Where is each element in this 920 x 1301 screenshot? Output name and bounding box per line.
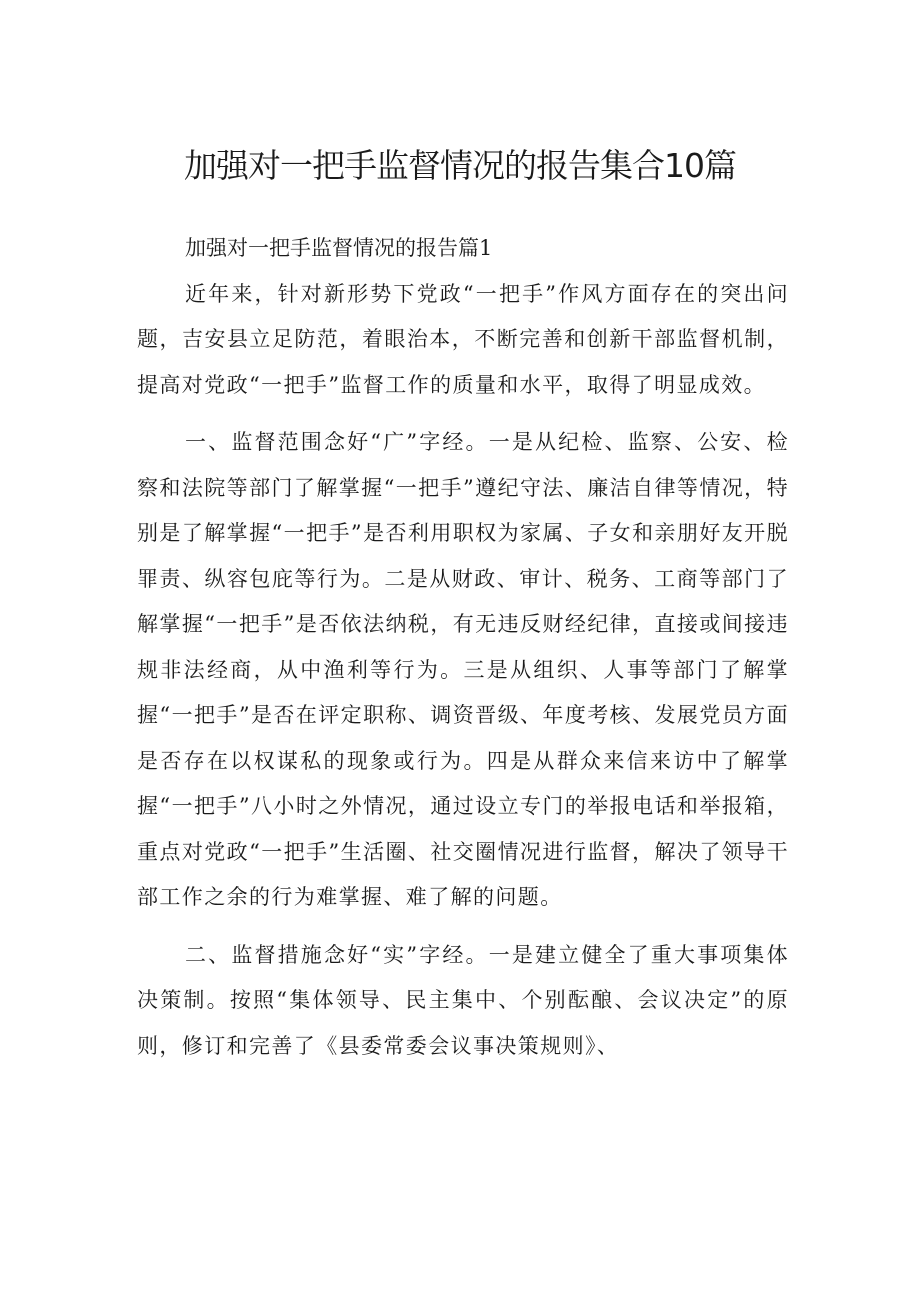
paragraph-intro: 近年来，针对新形势下党政“一把手”作风方面存在的突出问题，吉安县立足防范，着眼治本，不断完善和创新干部监督机制，提高对党政“一把手”监督工作的质量和水平，取得了明显成效。: [137, 281, 789, 397]
document-body: [137, 226, 789, 1069]
paragraph-scope: 一、监督范围念好“广”字经。一是从纪检、监察、公安、检察和法院等部门了解掌握“一把手”遵纪守法、廉洁自律等情况，特别是了解掌握“一把手”是否利用职权为家属、子女和亲朋好友开脱罪责、纵容包庇等行为。二是从财政、审计、税务、工商等部门了解掌握“一把手”是否依法纳税，有无违反财经纪律，直接或间接违规非法经商，从中渔利等行为。三是从组织、人事等部门了解掌握“一把手”是否在评定职称、调资晋级、年度考核、发展党员方面是否存在以权谋私的现象或行为。四是从群众来信来访中了解掌握“一把手”八小时之外情况，通过设立专门的举报电话和举报箱，重点对党政“一把手”生活圈、社交圈情况进行监督，解决了领导干部工作之余的行为难掌握、难了解的问题。: [137, 430, 789, 909]
paragraph-measures: 二、监督措施念好“实”字经。一是建立健全了重大事项集体决策制。按照“集体领导、民主集中、个别酝酿、会议决定”的原则，修订和完善了《县委常委会议事决策规则》、: [137, 942, 789, 1058]
document-title: 加强对一把手监督情况的报告集合10篇: [184, 146, 736, 185]
section-heading: 加强对一把手监督情况的报告篇1: [185, 236, 493, 260]
